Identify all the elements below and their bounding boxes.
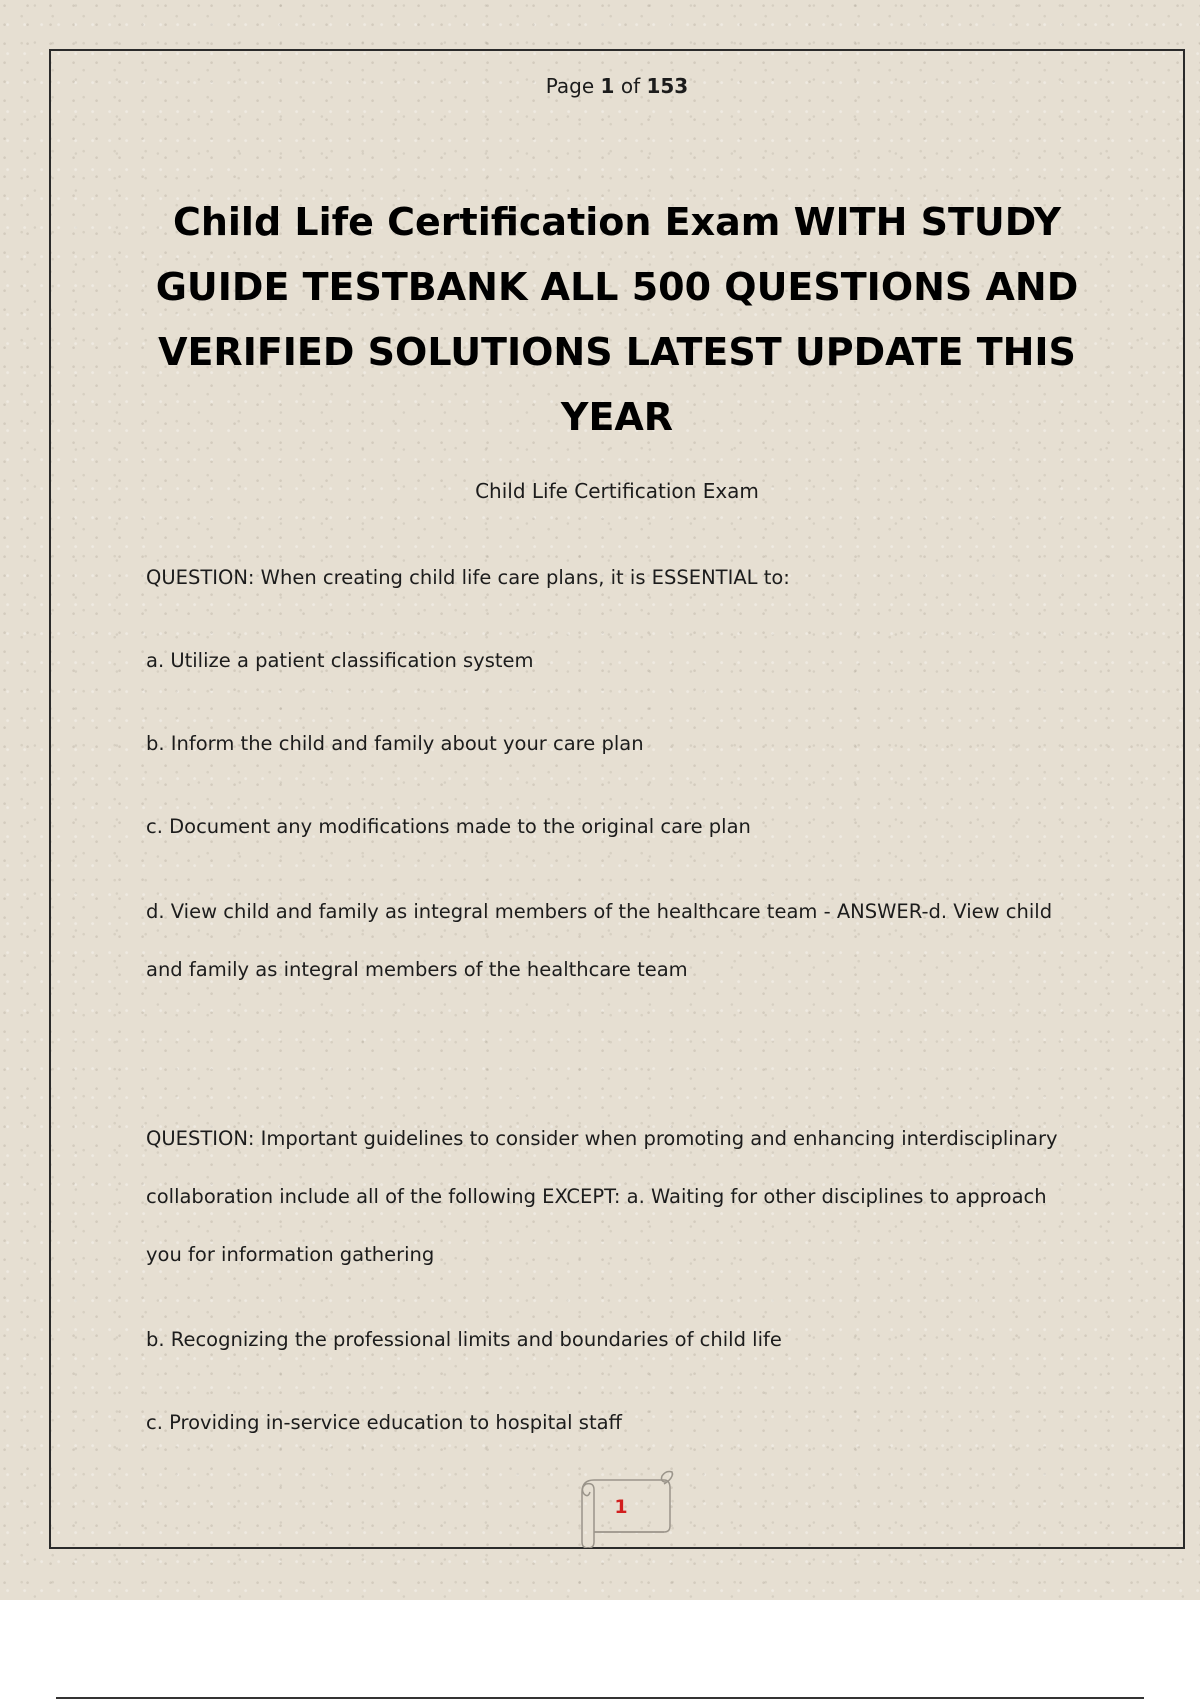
question-2-stem-continued: collaboration include all of the following EXCEPT: a. Waiting for other disciplines to approach: [146, 1185, 1047, 1208]
page-prefix: Page: [545, 74, 601, 98]
page-number-badge: [560, 1468, 670, 1542]
page-number: 1: [614, 1496, 628, 1518]
document-title: Child Life Certification Exam WITH STUDY GUIDE TESTBANK ALL 500 QUESTIONS AND VERIFIED SOLUTIONS LATEST UPDATE THIS YEAR: [155, 200, 1079, 439]
question-2-stem-end: you for information gathering: [146, 1243, 435, 1266]
question-1-option-a: a. Utilize a patient classification system: [146, 649, 534, 672]
page-of-label: of: [614, 74, 647, 98]
total-pages: 153: [646, 74, 689, 98]
question-2-stem: QUESTION: Important guidelines to consider when promoting and enhancing interdisciplinary: [146, 1127, 1058, 1150]
document-subtitle: Child Life Certification Exam: [475, 479, 759, 503]
question-1-option-d-answer: d. View child and family as integral members of the healthcare team - ANSWER-d. View child: [146, 900, 1053, 923]
question-2-option-b: b. Recognizing the professional limits and boundaries of child life: [146, 1328, 782, 1351]
question-2-option-c: c. Providing in-service education to hospital staff: [146, 1411, 622, 1434]
question-1-stem: QUESTION: When creating child life care plans, it is ESSENTIAL to:: [146, 566, 790, 589]
page-counter: [0, 74, 1200, 98]
question-1-answer-continued: and family as integral members of the healthcare team: [146, 958, 688, 981]
bottom-divider: [56, 1697, 1144, 1699]
question-1-option-c: c. Document any modifications made to the original care plan: [146, 815, 751, 838]
question-1-option-b: b. Inform the child and family about your care plan: [146, 732, 644, 755]
current-page: 1: [600, 74, 615, 98]
